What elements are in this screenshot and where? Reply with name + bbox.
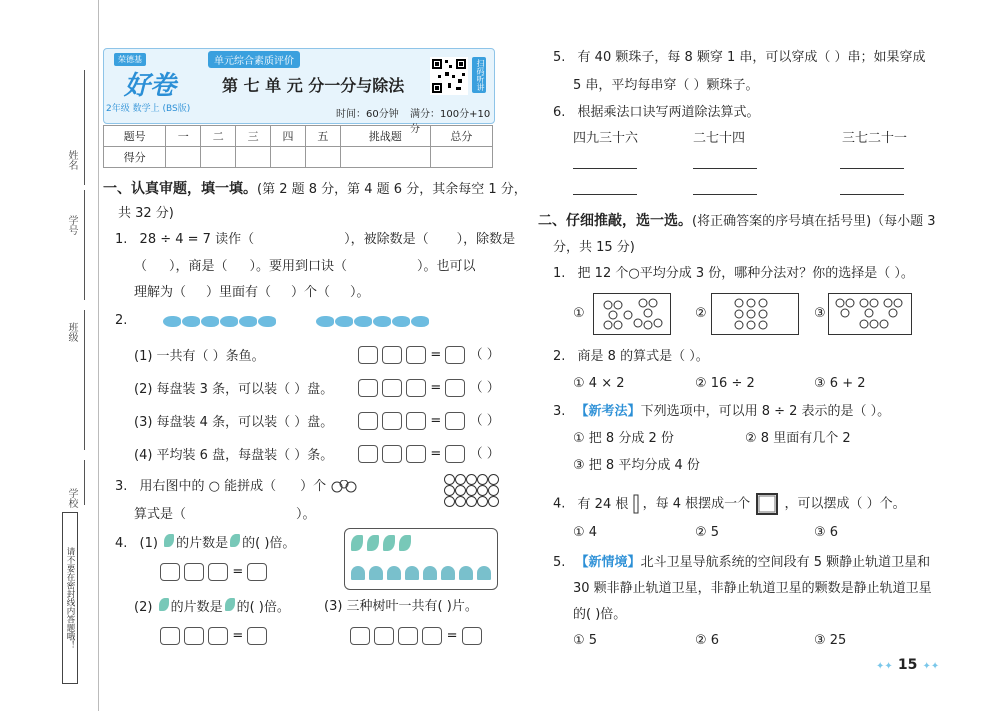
name-line <box>84 70 85 185</box>
answer-box[interactable] <box>445 412 465 430</box>
answer-box[interactable] <box>358 346 378 364</box>
answer-box[interactable] <box>382 379 402 397</box>
circle-icon <box>455 485 466 496</box>
q4-text: 的片数是 <box>176 536 229 551</box>
c1-text: 把 12 个○平均分成 3 份，哪种分法对？你的选择是（ ）。 <box>577 266 914 281</box>
c1-option-1-figure[interactable] <box>593 293 671 335</box>
q5-text: 有 40 颗珠子，每 8 颗穿 1 串，可以穿成（ ）串；如果穿成 <box>577 50 926 65</box>
answer-box[interactable] <box>445 379 465 397</box>
answer-box[interactable] <box>382 445 402 463</box>
q1-line3 <box>134 284 370 302</box>
q2-equation-3 <box>358 412 500 431</box>
answer-box[interactable] <box>160 627 180 645</box>
unit-paren[interactable]: （ ） <box>469 413 500 429</box>
equals-sign: = <box>232 564 244 580</box>
q6-line1 <box>553 104 760 122</box>
c4-option-1[interactable]: ① 4 <box>573 525 598 540</box>
answer-box[interactable] <box>398 627 418 645</box>
answer-box[interactable] <box>184 627 204 645</box>
qr-code-icon[interactable] <box>430 57 468 95</box>
c2-num: 2. <box>553 349 566 364</box>
q4-equation-2 <box>160 627 267 646</box>
score-input-cell[interactable] <box>430 147 492 168</box>
c2-line <box>553 348 709 366</box>
answer-box[interactable] <box>208 627 228 645</box>
fish-icon <box>411 316 429 327</box>
q4-part3: (3) 三种树叶一共有( )片。 <box>324 599 478 614</box>
c5-tag: 【新情境】 <box>575 555 641 570</box>
answer-box[interactable] <box>247 627 267 645</box>
q4-text: 的片数是 <box>170 600 223 615</box>
answer-box[interactable] <box>160 563 180 581</box>
maple-leaf-icon <box>477 566 491 580</box>
q4-text: 的( )倍。 <box>242 536 296 551</box>
answer-box[interactable] <box>382 346 402 364</box>
q1-num: 1. <box>115 232 128 247</box>
table-cell: 总分 <box>430 126 492 147</box>
score-input-cell[interactable] <box>340 147 430 168</box>
circle-icon <box>477 496 488 507</box>
label-name: 姓名 <box>66 150 77 170</box>
q4-line1 <box>115 534 295 553</box>
brand-small: 荣德基 <box>114 53 146 66</box>
willow-leaf-icon <box>367 535 379 551</box>
q3-line2 <box>134 506 316 524</box>
stick-icon <box>633 494 639 514</box>
leaf-figure-box <box>344 528 498 590</box>
section1-heading <box>103 180 527 199</box>
equals-sign: = <box>430 413 442 429</box>
answer-box[interactable] <box>358 412 378 430</box>
fish-icon <box>182 316 200 327</box>
fish-icon <box>354 316 372 327</box>
q3-num: 3. <box>115 479 128 494</box>
table-cell: 二 <box>201 126 236 147</box>
q3-text: 用右图中的 ○ 能拼成（ <box>139 479 277 494</box>
willow-leaf-icon <box>351 535 363 551</box>
unit-header <box>103 48 495 135</box>
circle-icon <box>477 485 488 496</box>
answer-box[interactable] <box>422 627 442 645</box>
q4-equation-3 <box>350 627 482 646</box>
c5-option-3[interactable]: ③ 25 <box>814 633 847 648</box>
c5-num: 5. <box>553 555 566 570</box>
q3-text: ）。 <box>296 507 316 522</box>
c4-text: 有 24 根 <box>577 496 629 512</box>
section2-note: (将正确答案的序号填在括号里)（每小题 3 <box>692 214 936 229</box>
q1-text: ）里面有（ <box>206 285 272 300</box>
c5-line2: 30 颗非静止轨道卫星，非静止轨道卫星的颗数是静止轨道卫星 <box>573 581 932 596</box>
circle-icon <box>477 474 488 485</box>
q6-answer-line[interactable] <box>573 194 637 195</box>
q2-item-1: (1) 一共有（ ）条鱼。 <box>134 349 265 364</box>
q2-item-2: (2) 每盘装 3 条，可以装（ ）盘。 <box>134 382 334 397</box>
q6-text: 根据乘法口诀写两道除法算式。 <box>577 105 760 120</box>
maple-leaf-icon <box>405 566 419 580</box>
class-line <box>84 310 85 450</box>
fish-icon <box>373 316 391 327</box>
leaf-row-2 <box>349 565 493 584</box>
willow-leaf-icon <box>164 534 174 547</box>
c4-option-2[interactable]: ② 5 <box>695 525 720 540</box>
c4-text: ，每 4 根摆成一个 <box>642 496 751 512</box>
page-number: 15 <box>897 657 918 673</box>
circle-icon <box>488 496 499 507</box>
section2-title: 二、仔细推敲，选一选。 <box>538 213 692 229</box>
c4-num: 4. <box>553 496 566 512</box>
answer-box[interactable] <box>358 379 378 397</box>
score-input-cell[interactable] <box>236 147 271 168</box>
equals-sign: = <box>430 347 442 363</box>
star-decoration-icon: ✦✦ <box>876 661 893 672</box>
q2-equation-4 <box>358 445 500 464</box>
q5-line1 <box>553 49 926 67</box>
label-student-id: 学号 <box>66 215 77 235</box>
equals-sign: = <box>430 380 442 396</box>
q1-text: ），商是（ <box>169 259 228 274</box>
fish-icon <box>220 316 238 327</box>
equals-sign: = <box>232 628 244 644</box>
q1-text: ）。 <box>350 285 370 300</box>
q3-text: ）个 <box>300 479 327 494</box>
grade-label: 2年级 数学上 (BS版) <box>106 104 191 114</box>
willow-leaf-icon <box>230 534 240 547</box>
q6-rhyme-2: 二七十四 <box>693 131 746 146</box>
circle-grid <box>444 474 500 507</box>
maple-leaf-icon <box>459 566 473 580</box>
answer-box[interactable] <box>358 445 378 463</box>
unit-paren[interactable]: （ ） <box>469 446 500 462</box>
section1-note2: 共 32 分) <box>118 206 174 221</box>
fish-icon <box>392 316 410 327</box>
equals-sign: = <box>430 446 442 462</box>
c2-option-2[interactable]: ② 16 ÷ 2 <box>695 376 755 391</box>
circle-icon <box>488 474 499 485</box>
q2-item-4: (4) 平均装 6 盘，每盘装（ ）条。 <box>134 448 334 463</box>
circle-icon <box>466 485 477 496</box>
willow-leaf-icon <box>159 598 169 611</box>
answer-box[interactable] <box>406 412 426 430</box>
unit-paren[interactable]: （ ） <box>469 347 500 363</box>
section2-heading <box>538 212 936 231</box>
leaf-row-1 <box>349 535 413 555</box>
answer-box[interactable] <box>445 346 465 364</box>
maple-leaf-icon <box>369 566 383 580</box>
score-table-score-row <box>104 147 493 168</box>
table-cell: 三 <box>236 126 271 147</box>
c2-option-3[interactable]: ③ 6 + 2 <box>814 376 866 391</box>
student-id-line <box>84 190 85 300</box>
c4-option-3[interactable]: ③ 6 <box>814 525 839 540</box>
q1-text: ）。也可以 <box>417 259 476 274</box>
c1-option-2-figure[interactable] <box>711 293 799 335</box>
answer-box[interactable] <box>208 563 228 581</box>
c3-tag: 【新考法】 <box>575 404 641 419</box>
answer-box[interactable] <box>462 627 482 645</box>
table-cell: 挑战题 <box>340 126 430 147</box>
q4-part1-label: (1) <box>139 536 158 551</box>
page-number-area <box>876 654 939 673</box>
c3-option-1[interactable]: ① 把 8 分成 2 份 <box>573 431 674 446</box>
maple-leaf-icon <box>387 566 401 580</box>
maple-leaf-icon <box>423 566 437 580</box>
circle-icon <box>488 485 499 496</box>
circle-icon <box>466 474 477 485</box>
equals-sign: = <box>446 628 458 644</box>
answer-box[interactable] <box>445 445 465 463</box>
c4-line <box>553 491 906 517</box>
unit-title: 第 七 单 元 分一分与除法 <box>222 76 405 95</box>
circle-icon <box>466 496 477 507</box>
fish-icon <box>335 316 353 327</box>
section1-title: 一、认真审题，填一填。 <box>103 181 257 197</box>
q2-equation-1 <box>358 346 500 365</box>
c5-line3: 的( )倍。 <box>573 607 627 622</box>
q6-num: 6. <box>553 105 566 120</box>
score-table <box>103 125 493 168</box>
c3-text: 下列选项中，可以用 8 ÷ 2 表示的是（ ）。 <box>640 404 891 419</box>
q1-line1 <box>115 231 515 249</box>
score-input-cell[interactable] <box>271 147 306 168</box>
answer-box[interactable] <box>184 563 204 581</box>
willow-leaf-icon <box>383 535 395 551</box>
c1-option-2-label[interactable]: ② <box>695 306 707 321</box>
q2-item-3: (3) 每盘装 4 条，可以装（ ）盘。 <box>134 415 334 430</box>
table-cell: 一 <box>166 126 201 147</box>
table-cell: 四 <box>271 126 306 147</box>
q6-answer-line[interactable] <box>573 168 637 169</box>
fish-icon <box>258 316 276 327</box>
answer-box[interactable] <box>406 445 426 463</box>
q5-num: 5. <box>553 50 566 65</box>
table-cell: 得分 <box>104 147 166 168</box>
q1-line2 <box>134 258 476 276</box>
q1-text: 理解为（ <box>134 285 187 300</box>
banner-tag: 单元综合素质评价 <box>208 51 300 68</box>
fish-icon <box>239 316 257 327</box>
q4-equation-1 <box>160 563 267 582</box>
answer-box[interactable] <box>406 346 426 364</box>
q4-part2-label: (2) <box>134 600 153 615</box>
score-input-cell[interactable] <box>166 147 201 168</box>
table-cell: 题号 <box>104 126 166 147</box>
maple-leaf-icon <box>441 566 455 580</box>
star-decoration-icon: ✦✦ <box>922 661 940 672</box>
q6-answer-line[interactable] <box>693 168 757 169</box>
willow-leaf-icon <box>225 598 235 611</box>
willow-leaf-icon <box>399 535 411 551</box>
seal-line-notice: 请不要在密封线内答题哦！ <box>62 512 78 684</box>
c1-num: 1. <box>553 266 566 281</box>
c1-option-1-label[interactable]: ① <box>573 306 585 321</box>
q6-answer-line[interactable] <box>840 168 904 169</box>
score-input-cell[interactable] <box>201 147 236 168</box>
answer-box[interactable] <box>247 563 267 581</box>
time-label: 时间：60分钟 <box>336 109 399 120</box>
q4-text: 的( )倍。 <box>236 600 290 615</box>
three-circle-cluster-icon <box>330 480 358 494</box>
c2-option-1[interactable]: ① 4 × 2 <box>573 376 625 391</box>
c1-option-3-label[interactable]: ③ <box>814 306 826 321</box>
fish-icon <box>316 316 334 327</box>
label-school: 学校 <box>66 488 77 508</box>
label-class: 班级 <box>66 322 77 342</box>
q1-text: 28 ÷ 4 = 7 读作（ <box>139 232 255 247</box>
table-cell: 五 <box>305 126 340 147</box>
q1-text: ），被除数是（ <box>344 232 429 247</box>
c3-option-3[interactable]: ③ 把 8 平均分成 4 份 <box>573 458 700 473</box>
q2-num: 2. <box>115 313 128 328</box>
q1-text: （ <box>134 259 148 274</box>
binding-line <box>98 0 99 711</box>
q4-line2 <box>134 598 290 617</box>
unit-paren[interactable]: （ ） <box>469 380 500 396</box>
fish-icon <box>163 316 181 327</box>
score-table-header-row <box>104 126 493 147</box>
fish-icon <box>201 316 219 327</box>
c3-option-2[interactable]: ② 8 里面有几个 2 <box>745 431 851 446</box>
score-label: 满分：100分+10分 <box>410 109 491 135</box>
c3-num: 3. <box>553 404 566 419</box>
q2-equation-2 <box>358 379 500 398</box>
square-shape-icon <box>754 491 780 517</box>
c5-option-2[interactable]: ② 6 <box>695 633 720 648</box>
answer-box[interactable] <box>406 379 426 397</box>
fish-group-2 <box>316 312 430 331</box>
q3-text: 算式是（ <box>134 507 187 522</box>
q6-answer-line[interactable] <box>693 194 757 195</box>
c5-option-1[interactable]: ① 5 <box>573 633 598 648</box>
answer-box[interactable] <box>374 627 394 645</box>
c3-line <box>553 403 890 421</box>
circle-icon <box>455 496 466 507</box>
q3-line1 <box>115 478 358 496</box>
section1-note: (第 2 题 8 分，第 4 题 6 分，其余每空 1 分， <box>257 182 527 197</box>
c1-line <box>553 265 914 283</box>
c1-option-3-figure[interactable] <box>828 293 912 335</box>
section2-note2: 分，共 15 分) <box>553 240 635 255</box>
q6-answer-line[interactable] <box>840 194 904 195</box>
c5-text: 北斗卫星导航系统的空间段有 5 颗静止轨道卫星和 <box>640 555 931 570</box>
q6-rhyme-1: 四九三十六 <box>573 131 639 146</box>
q1-text: ）。要用到口诀（ <box>249 259 348 274</box>
c5-line1 <box>553 554 930 572</box>
q1-text: ），除数是 <box>456 232 516 247</box>
c4-text: ，可以摆成（ ）个。 <box>784 496 906 512</box>
maple-leaf-icon <box>351 566 365 580</box>
fish-group-1 <box>163 312 277 331</box>
circle-icon <box>444 485 455 496</box>
circle-icon <box>455 474 466 485</box>
c2-text: 商是 8 的算式是（ ）。 <box>577 349 709 364</box>
q5-line2: 5 串，平均每串穿（ ）颗珠子。 <box>573 78 759 93</box>
circle-icon <box>444 474 455 485</box>
circle-icon <box>444 496 455 507</box>
school-line <box>84 460 85 505</box>
answer-box[interactable] <box>350 627 370 645</box>
brand-logo: 好卷 <box>124 71 177 101</box>
q1-text: ）个（ <box>291 285 331 300</box>
q6-rhyme-3: 三七二十一 <box>842 131 908 146</box>
q4-num: 4. <box>115 536 128 551</box>
qr-tag: 扫码听讲 <box>472 57 486 93</box>
answer-box[interactable] <box>382 412 402 430</box>
score-input-cell[interactable] <box>305 147 340 168</box>
